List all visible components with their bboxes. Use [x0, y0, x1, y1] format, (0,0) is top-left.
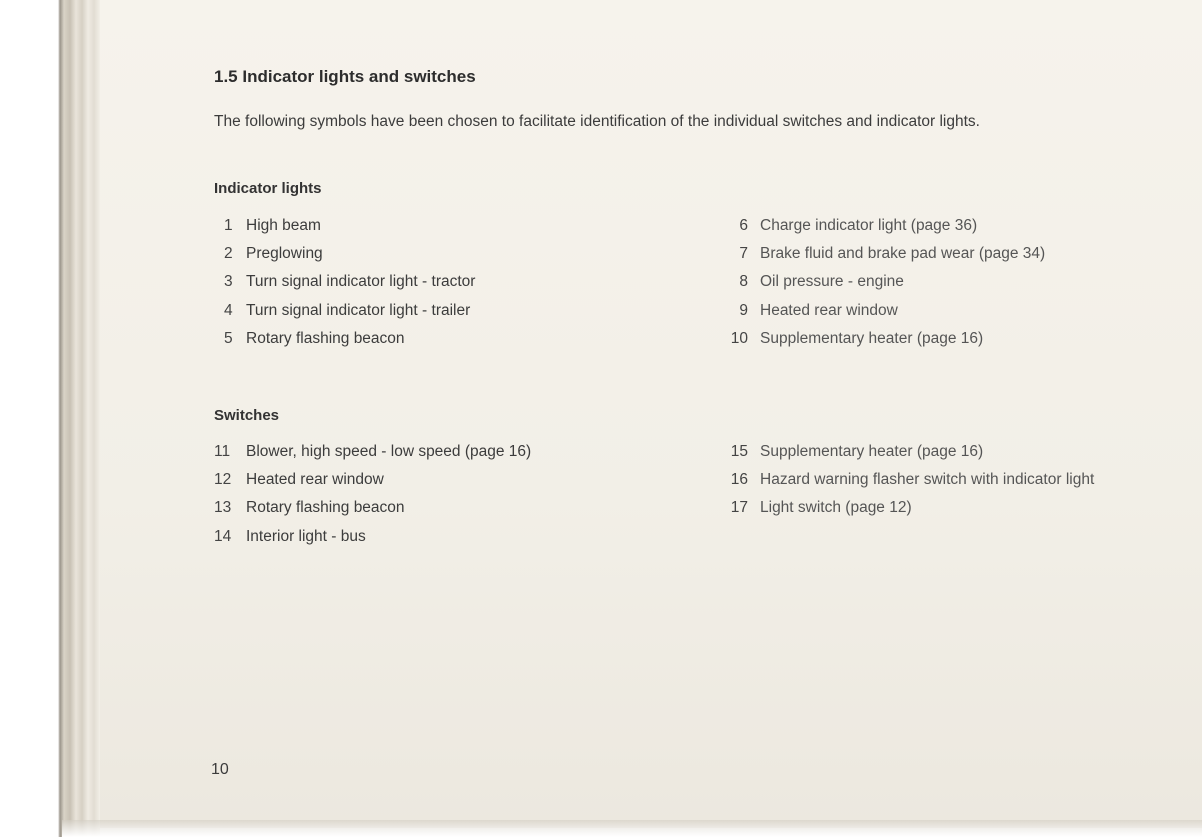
item-label: Interior light - bus: [246, 527, 366, 545]
switches-list-right: [716, 443, 1094, 528]
list-item: [214, 245, 475, 273]
page-number: 10: [211, 761, 229, 778]
item-number: 17: [730, 499, 748, 517]
page-bottom-shadow: [62, 820, 1202, 837]
item-number: 12: [214, 471, 232, 489]
item-number: 13: [214, 499, 232, 517]
item-label: Heated rear window: [246, 471, 384, 489]
item-label: Light switch (page 12): [760, 499, 912, 517]
indicator-lights-title: Indicator lights: [214, 180, 322, 197]
item-label: Charge indicator light (page 36): [760, 217, 978, 234]
list-item: [214, 528, 531, 556]
item-label: Turn signal indicator light - trailer: [246, 301, 471, 319]
item-label: Rotary flashing beacon: [246, 329, 405, 347]
item-label: Supplementary heater (page 16): [760, 329, 984, 347]
item-number: 2: [224, 245, 233, 263]
list-item: [214, 302, 475, 330]
list-item: [716, 499, 1094, 527]
item-label: Turn signal indicator light - tractor: [246, 273, 476, 291]
list-item: [214, 471, 531, 499]
list-item: [716, 471, 1094, 499]
section-heading: 1.5 Indicator lights and switches: [214, 67, 476, 86]
item-label: Preglowing: [246, 245, 323, 263]
item-number: 15: [730, 443, 748, 460]
page-stack-edge: [0, 0, 100, 837]
item-label: Rotary flashing beacon: [246, 499, 405, 517]
list-item: [716, 302, 1045, 330]
item-number: 6: [739, 217, 748, 234]
list-item: [214, 330, 475, 358]
item-number: 11: [214, 443, 231, 460]
item-label: Heated rear window: [760, 301, 898, 319]
item-number: 9: [739, 301, 748, 319]
list-item: [214, 499, 531, 527]
item-number: 10: [730, 329, 748, 347]
switches-title: Switches: [214, 407, 280, 424]
indicator-lights-list-left: [214, 217, 475, 358]
item-number: 8: [739, 273, 748, 291]
list-item: [214, 443, 531, 471]
item-number: 3: [224, 273, 233, 291]
item-label: Oil pressure - engine: [760, 273, 904, 291]
item-number: 14: [214, 527, 232, 545]
list-item: [716, 245, 1045, 273]
list-item: [716, 443, 1094, 471]
item-number: 7: [739, 245, 748, 263]
intro-text: The following symbols have been chosen to facilitate identification of the individual switches and indicator lights.: [214, 113, 980, 130]
indicator-lights-list-right: [716, 217, 1045, 358]
item-number: 1: [224, 217, 233, 234]
item-number: 16: [730, 471, 748, 489]
item-label: Brake fluid and brake pad wear (page 34): [760, 245, 1046, 263]
list-item: [716, 273, 1045, 301]
switches-list-left: [214, 443, 531, 556]
list-item: [214, 217, 475, 245]
item-number: 4: [224, 301, 233, 319]
list-item: [716, 217, 1045, 245]
item-label: High beam: [246, 217, 321, 234]
item-number: 5: [224, 329, 233, 347]
item-label: Blower, high speed - low speed (page 16): [246, 443, 532, 460]
list-item: [214, 273, 475, 301]
item-label: Hazard warning flasher switch with indicator light: [760, 471, 1095, 489]
list-item: [716, 330, 1045, 358]
item-label: Supplementary heater (page 16): [760, 443, 984, 460]
